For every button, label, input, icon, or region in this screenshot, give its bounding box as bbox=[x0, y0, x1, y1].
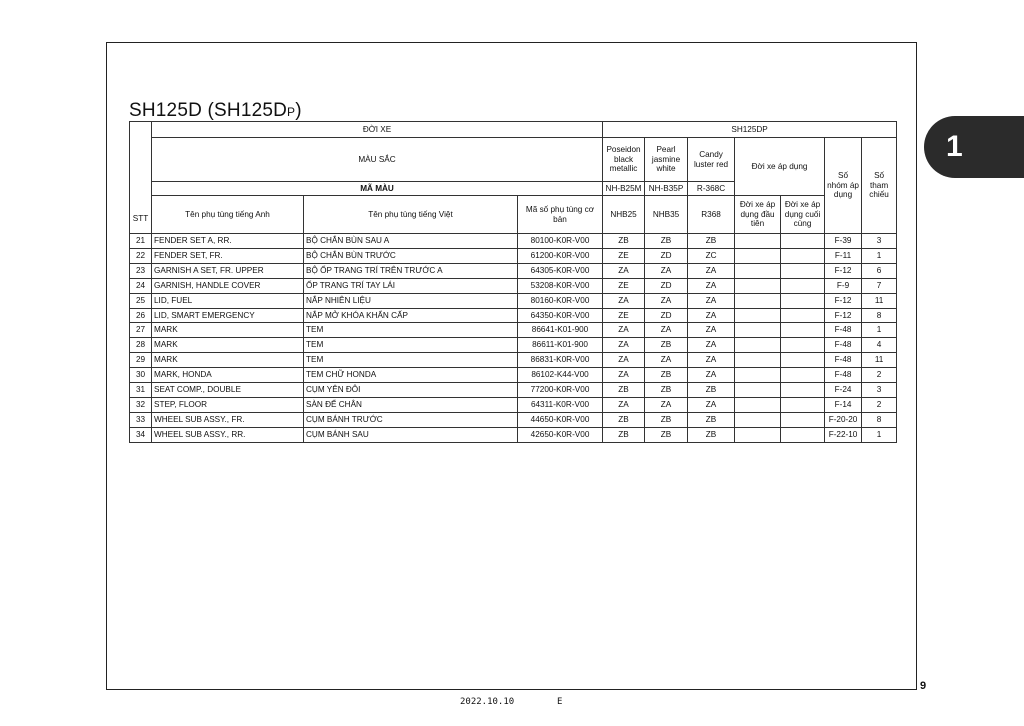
cell-vi: TEM bbox=[304, 353, 518, 368]
table-row bbox=[130, 412, 897, 427]
cell-vi: CỤM BÁNH TRƯỚC bbox=[304, 412, 518, 427]
cell-stt: 28 bbox=[130, 338, 152, 353]
table-row bbox=[130, 323, 897, 338]
cell-ref: 1 bbox=[862, 427, 897, 442]
cell-code: 80160-K0R-V00 bbox=[518, 293, 603, 308]
header-doi-xe: ĐỜI XE bbox=[152, 122, 603, 138]
header-doi-xe-ap-dung: Đời xe áp dụng bbox=[735, 138, 825, 196]
table-row bbox=[130, 263, 897, 278]
header-so-nhom: Số nhóm áp dụng bbox=[825, 138, 862, 234]
table-row bbox=[130, 383, 897, 398]
cell-stt: 24 bbox=[130, 278, 152, 293]
cell-en: WHEEL SUB ASSY., RR. bbox=[152, 427, 304, 442]
cell-ref: 11 bbox=[862, 293, 897, 308]
table-row bbox=[130, 278, 897, 293]
cell-en: FENDER SET, FR. bbox=[152, 248, 304, 263]
cell-stt: 27 bbox=[130, 323, 152, 338]
cell-color2: ZB bbox=[645, 383, 688, 398]
cell-en: GARNISH, HANDLE COVER bbox=[152, 278, 304, 293]
title-main: SH125D (SH125D bbox=[129, 100, 288, 121]
cell-color1: ZA bbox=[603, 338, 645, 353]
cell-last bbox=[781, 234, 825, 249]
header-so-tham-chieu: Số tham chiếu bbox=[862, 138, 897, 234]
cell-code: 80100-K0R-V00 bbox=[518, 234, 603, 249]
cell-code: 86611-K01-900 bbox=[518, 338, 603, 353]
cell-first bbox=[735, 412, 781, 427]
cell-ref: 6 bbox=[862, 263, 897, 278]
cell-color3: ZB bbox=[688, 234, 735, 249]
cell-color1: ZE bbox=[603, 308, 645, 323]
cell-vi: BỘ ỐP TRANG TRÍ TRÊN TRƯỚC A bbox=[304, 263, 518, 278]
header-ma-mau: MÃ MÀU bbox=[152, 182, 603, 196]
header-stt: STT bbox=[130, 122, 152, 234]
cell-group: F-20-20 bbox=[825, 412, 862, 427]
cell-code: 86641-K01-900 bbox=[518, 323, 603, 338]
cell-ref: 3 bbox=[862, 234, 897, 249]
cell-code: 64305-K0R-V00 bbox=[518, 263, 603, 278]
cell-ref: 11 bbox=[862, 353, 897, 368]
cell-vi: TEM CHỮ HONDA bbox=[304, 368, 518, 383]
cell-first bbox=[735, 263, 781, 278]
chapter-tab: 1 bbox=[924, 116, 1024, 178]
cell-color3: ZA bbox=[688, 293, 735, 308]
table-row bbox=[130, 248, 897, 263]
cell-color3: ZA bbox=[688, 338, 735, 353]
cell-stt: 34 bbox=[130, 427, 152, 442]
cell-vi: SÀN ĐỂ CHÂN bbox=[304, 397, 518, 412]
header-color2-code: NH-B35P bbox=[645, 182, 688, 196]
parts-table bbox=[129, 121, 897, 443]
cell-ref: 1 bbox=[862, 248, 897, 263]
cell-last bbox=[781, 397, 825, 412]
cell-color3: ZA bbox=[688, 353, 735, 368]
header-color3-short: R368 bbox=[688, 196, 735, 234]
cell-color1: ZE bbox=[603, 248, 645, 263]
cell-ref: 3 bbox=[862, 383, 897, 398]
header-model: SH125DP bbox=[603, 122, 897, 138]
cell-first bbox=[735, 353, 781, 368]
cell-color1: ZA bbox=[603, 293, 645, 308]
cell-en: MARK bbox=[152, 323, 304, 338]
cell-code: 64350-K0R-V00 bbox=[518, 308, 603, 323]
cell-color1: ZB bbox=[603, 234, 645, 249]
cell-color3: ZB bbox=[688, 412, 735, 427]
cell-vi: CỤM BÁNH SAU bbox=[304, 427, 518, 442]
cell-code: 77200-K0R-V00 bbox=[518, 383, 603, 398]
cell-vi: TEM bbox=[304, 338, 518, 353]
header-cuoi-cung: Đời xe áp dụng cuối cùng bbox=[781, 196, 825, 234]
cell-last bbox=[781, 427, 825, 442]
header-color2-short: NHB35 bbox=[645, 196, 688, 234]
cell-color2: ZB bbox=[645, 412, 688, 427]
table-row bbox=[130, 308, 897, 323]
cell-color2: ZA bbox=[645, 397, 688, 412]
cell-last bbox=[781, 278, 825, 293]
cell-en: GARNISH A SET, FR. UPPER bbox=[152, 263, 304, 278]
cell-stt: 29 bbox=[130, 353, 152, 368]
cell-code: 86831-K0R-V00 bbox=[518, 353, 603, 368]
cell-ref: 7 bbox=[862, 278, 897, 293]
cell-group: F-12 bbox=[825, 263, 862, 278]
table-row bbox=[130, 397, 897, 412]
cell-first bbox=[735, 427, 781, 442]
cell-color1: ZA bbox=[603, 368, 645, 383]
cell-group: F-48 bbox=[825, 323, 862, 338]
cell-group: F-11 bbox=[825, 248, 862, 263]
footer-code: E bbox=[557, 697, 563, 707]
table-row bbox=[130, 353, 897, 368]
cell-first bbox=[735, 383, 781, 398]
cell-group: F-12 bbox=[825, 293, 862, 308]
cell-code: 44650-K0R-V00 bbox=[518, 412, 603, 427]
cell-group: F-22-10 bbox=[825, 427, 862, 442]
cell-vi: BỘ CHẮN BÙN TRƯỚC bbox=[304, 248, 518, 263]
table-row bbox=[130, 338, 897, 353]
cell-color2: ZB bbox=[645, 234, 688, 249]
cell-en: LID, SMART EMERGENCY bbox=[152, 308, 304, 323]
cell-last bbox=[781, 368, 825, 383]
cell-color3: ZA bbox=[688, 278, 735, 293]
cell-last bbox=[781, 323, 825, 338]
header-ten-anh: Tên phụ tùng tiếng Anh bbox=[152, 196, 304, 234]
table-row bbox=[130, 427, 897, 442]
cell-group: F-48 bbox=[825, 368, 862, 383]
cell-group: F-12 bbox=[825, 308, 862, 323]
cell-color1: ZA bbox=[603, 323, 645, 338]
cell-vi: BỘ CHẮN BÙN SAU A bbox=[304, 234, 518, 249]
cell-color3: ZB bbox=[688, 427, 735, 442]
cell-first bbox=[735, 338, 781, 353]
table-row bbox=[130, 368, 897, 383]
cell-first bbox=[735, 234, 781, 249]
cell-color1: ZB bbox=[603, 412, 645, 427]
cell-color1: ZB bbox=[603, 383, 645, 398]
page-number: 9 bbox=[920, 680, 927, 692]
cell-stt: 21 bbox=[130, 234, 152, 249]
cell-stt: 32 bbox=[130, 397, 152, 412]
header-color1-short: NHB25 bbox=[603, 196, 645, 234]
table-row bbox=[130, 293, 897, 308]
cell-code: 53208-K0R-V00 bbox=[518, 278, 603, 293]
cell-color3: ZA bbox=[688, 397, 735, 412]
cell-last bbox=[781, 353, 825, 368]
cell-last bbox=[781, 338, 825, 353]
header-ma-so: Mã số phụ tùng cơ bản bbox=[518, 196, 603, 234]
page-title bbox=[129, 100, 302, 122]
cell-color1: ZA bbox=[603, 353, 645, 368]
cell-last bbox=[781, 308, 825, 323]
cell-last bbox=[781, 263, 825, 278]
cell-color2: ZD bbox=[645, 308, 688, 323]
cell-ref: 2 bbox=[862, 368, 897, 383]
header-ten-viet: Tên phụ tùng tiếng Việt bbox=[304, 196, 518, 234]
cell-stt: 22 bbox=[130, 248, 152, 263]
cell-vi: NẮP NHIÊN LIỆU bbox=[304, 293, 518, 308]
cell-color2: ZD bbox=[645, 278, 688, 293]
cell-ref: 8 bbox=[862, 308, 897, 323]
cell-color2: ZA bbox=[645, 293, 688, 308]
cell-group: F-14 bbox=[825, 397, 862, 412]
cell-stt: 26 bbox=[130, 308, 152, 323]
cell-en: WHEEL SUB ASSY., FR. bbox=[152, 412, 304, 427]
cell-ref: 4 bbox=[862, 338, 897, 353]
cell-first bbox=[735, 323, 781, 338]
header-color1-code: NH-B25M bbox=[603, 182, 645, 196]
cell-color2: ZA bbox=[645, 323, 688, 338]
cell-group: F-24 bbox=[825, 383, 862, 398]
cell-color2: ZB bbox=[645, 338, 688, 353]
cell-first bbox=[735, 293, 781, 308]
footer-date: 2022.10.10 bbox=[460, 697, 515, 707]
cell-en: STEP, FLOOR bbox=[152, 397, 304, 412]
cell-first bbox=[735, 368, 781, 383]
header-color2-name: Pearl jasmine white bbox=[645, 138, 688, 182]
cell-first bbox=[735, 308, 781, 323]
cell-group: F-39 bbox=[825, 234, 862, 249]
cell-stt: 33 bbox=[130, 412, 152, 427]
cell-en: MARK bbox=[152, 353, 304, 368]
cell-vi: TEM bbox=[304, 323, 518, 338]
cell-last bbox=[781, 412, 825, 427]
cell-color2: ZB bbox=[645, 427, 688, 442]
cell-color2: ZA bbox=[645, 353, 688, 368]
header-mau-sac: MÀU SẮC bbox=[152, 138, 603, 182]
title-subscript: P bbox=[287, 105, 296, 119]
title-end: ) bbox=[295, 100, 302, 121]
cell-color2: ZD bbox=[645, 248, 688, 263]
cell-color3: ZC bbox=[688, 248, 735, 263]
cell-color1: ZA bbox=[603, 397, 645, 412]
cell-code: 42650-K0R-V00 bbox=[518, 427, 603, 442]
header-color3-code: R-368C bbox=[688, 182, 735, 196]
cell-stt: 25 bbox=[130, 293, 152, 308]
cell-color3: ZA bbox=[688, 368, 735, 383]
cell-vi: CỤM YÊN ĐÔI bbox=[304, 383, 518, 398]
cell-ref: 1 bbox=[862, 323, 897, 338]
cell-vi: ỐP TRANG TRÍ TAY LÁI bbox=[304, 278, 518, 293]
cell-code: 64311-K0R-V00 bbox=[518, 397, 603, 412]
cell-vi: NẮP MỞ KHÓA KHẨN CẤP bbox=[304, 308, 518, 323]
cell-color1: ZA bbox=[603, 263, 645, 278]
cell-color3: ZB bbox=[688, 383, 735, 398]
header-color1-name: Poseidon black metallic bbox=[603, 138, 645, 182]
cell-color3: ZA bbox=[688, 308, 735, 323]
cell-en: FENDER SET A, RR. bbox=[152, 234, 304, 249]
cell-en: MARK, HONDA bbox=[152, 368, 304, 383]
cell-color1: ZE bbox=[603, 278, 645, 293]
cell-color2: ZA bbox=[645, 263, 688, 278]
cell-stt: 30 bbox=[130, 368, 152, 383]
cell-code: 61200-K0R-V00 bbox=[518, 248, 603, 263]
cell-first bbox=[735, 397, 781, 412]
cell-code: 86102-K44-V00 bbox=[518, 368, 603, 383]
cell-color2: ZB bbox=[645, 368, 688, 383]
cell-stt: 31 bbox=[130, 383, 152, 398]
cell-ref: 2 bbox=[862, 397, 897, 412]
cell-color1: ZB bbox=[603, 427, 645, 442]
cell-group: F-48 bbox=[825, 338, 862, 353]
cell-en: LID, FUEL bbox=[152, 293, 304, 308]
cell-group: F-48 bbox=[825, 353, 862, 368]
cell-en: MARK bbox=[152, 338, 304, 353]
cell-last bbox=[781, 248, 825, 263]
cell-first bbox=[735, 248, 781, 263]
cell-en: SEAT COMP., DOUBLE bbox=[152, 383, 304, 398]
cell-ref: 8 bbox=[862, 412, 897, 427]
cell-color3: ZA bbox=[688, 263, 735, 278]
header-color3-name: Candy luster red bbox=[688, 138, 735, 182]
cell-first bbox=[735, 278, 781, 293]
cell-stt: 23 bbox=[130, 263, 152, 278]
cell-last bbox=[781, 293, 825, 308]
table-row bbox=[130, 234, 897, 249]
cell-last bbox=[781, 383, 825, 398]
header-dau-tien: Đời xe áp dụng đầu tiên bbox=[735, 196, 781, 234]
cell-color3: ZA bbox=[688, 323, 735, 338]
cell-group: F-9 bbox=[825, 278, 862, 293]
